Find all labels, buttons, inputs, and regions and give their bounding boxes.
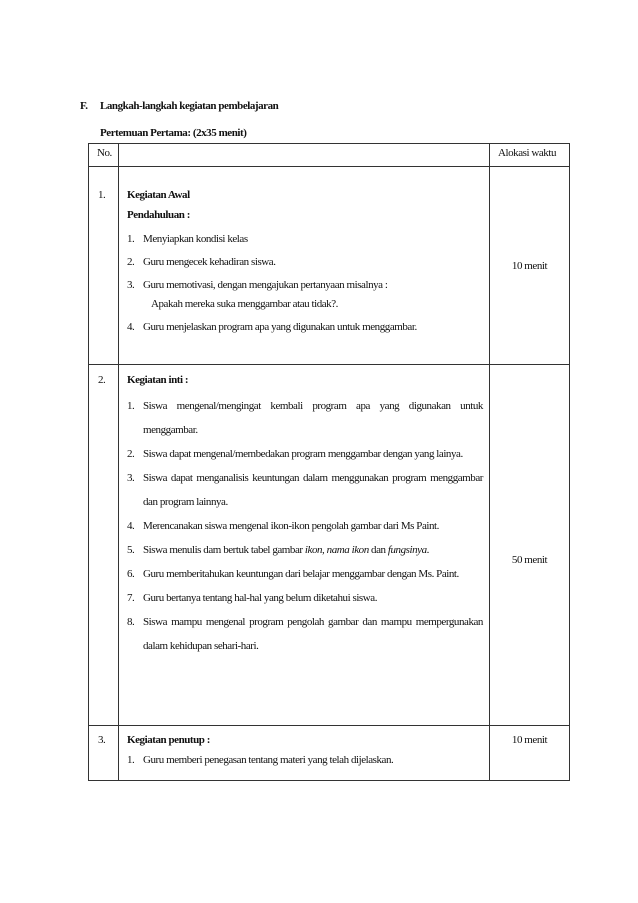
list-item: 1. Siswa mengenal/mengingat kembali program apa yang digunakan untuk menggambar. (127, 400, 483, 436)
activity-title: Kegiatan penutup : (127, 734, 210, 746)
row-allocation: 50 menit (490, 365, 570, 726)
section-letter: F. (80, 100, 88, 112)
list-item: 1. Menyiapkan kondisi kelas (127, 233, 248, 245)
list-item: 4. Guru menjelaskan program apa yang digunakan untuk menggambar. (127, 321, 417, 333)
header-activity (119, 144, 490, 167)
section-heading (80, 100, 278, 112)
activity-list-cont (127, 321, 483, 334)
row-number: 2. (89, 365, 119, 726)
header-allocation: Alokasi waktu (490, 144, 570, 167)
lesson-steps-table (88, 143, 570, 781)
section-title: Langkah-langkah kegiatan pembelajaran (100, 100, 279, 112)
table-row (89, 365, 570, 726)
row-activity (119, 726, 490, 781)
activity-list (127, 754, 483, 767)
table-row (89, 167, 570, 365)
table-header-row (89, 144, 570, 167)
activity-title: Kegiatan Awal (127, 189, 190, 201)
list-item: 2. Siswa dapat mengenal/membedakan program menggambar dengan yang lainya. (127, 448, 463, 460)
list-item: 5. Siswa menulis dam bertuk tabel gambar ikon, nama ikon dan fungsinya. (127, 544, 429, 556)
list-item: 3. Siswa dapat menganalisis keuntungan dalam menggunakan program menggambar dan program lainnya. (127, 472, 483, 508)
list-item: 1. Guru memberi penegasan tentang materi yang telah dijelaskan. (127, 754, 394, 766)
list-item: 6. Guru memberitahukan keuntungan dari belajar menggambar dengan Ms. Paint. (127, 568, 459, 580)
activity-list (127, 394, 483, 678)
activity-note: Apakah mereka suka menggambar atau tidak?. (151, 298, 338, 310)
list-item: 4. Merencanakan siswa mengenal ikon-ikon pengolah gambar dari Ms Paint. (127, 520, 439, 532)
list-item: 7. Guru bertanya tentang hal-hal yang belum diketahui siswa. (127, 592, 377, 604)
row-number: 1. (89, 167, 119, 365)
table-row (89, 726, 570, 781)
activity-list (127, 233, 483, 292)
header-no: No. (89, 144, 119, 167)
row-number: 3. (89, 726, 119, 781)
list-item: 8. Siswa mampu mengenal program pengolah gambar dan mampu mempergunakan dalam kehidupan sehari-hari. (127, 616, 483, 652)
row-activity (119, 167, 490, 365)
list-item: 3. Guru memotivasi, dengan mengajukan pertanyaan misalnya : (127, 279, 388, 291)
activity-title: Kegiatan inti : (127, 374, 189, 386)
row-allocation: 10 menit (490, 726, 570, 781)
activity-subtitle: Pendahuluan : (127, 209, 190, 221)
list-item: 2. Guru mengecek kehadiran siswa. (127, 256, 276, 268)
row-allocation: 10 menit (490, 167, 570, 365)
section-subtitle: Pertemuan Pertama: (2x35 menit) (100, 127, 247, 139)
row-activity (119, 365, 490, 726)
